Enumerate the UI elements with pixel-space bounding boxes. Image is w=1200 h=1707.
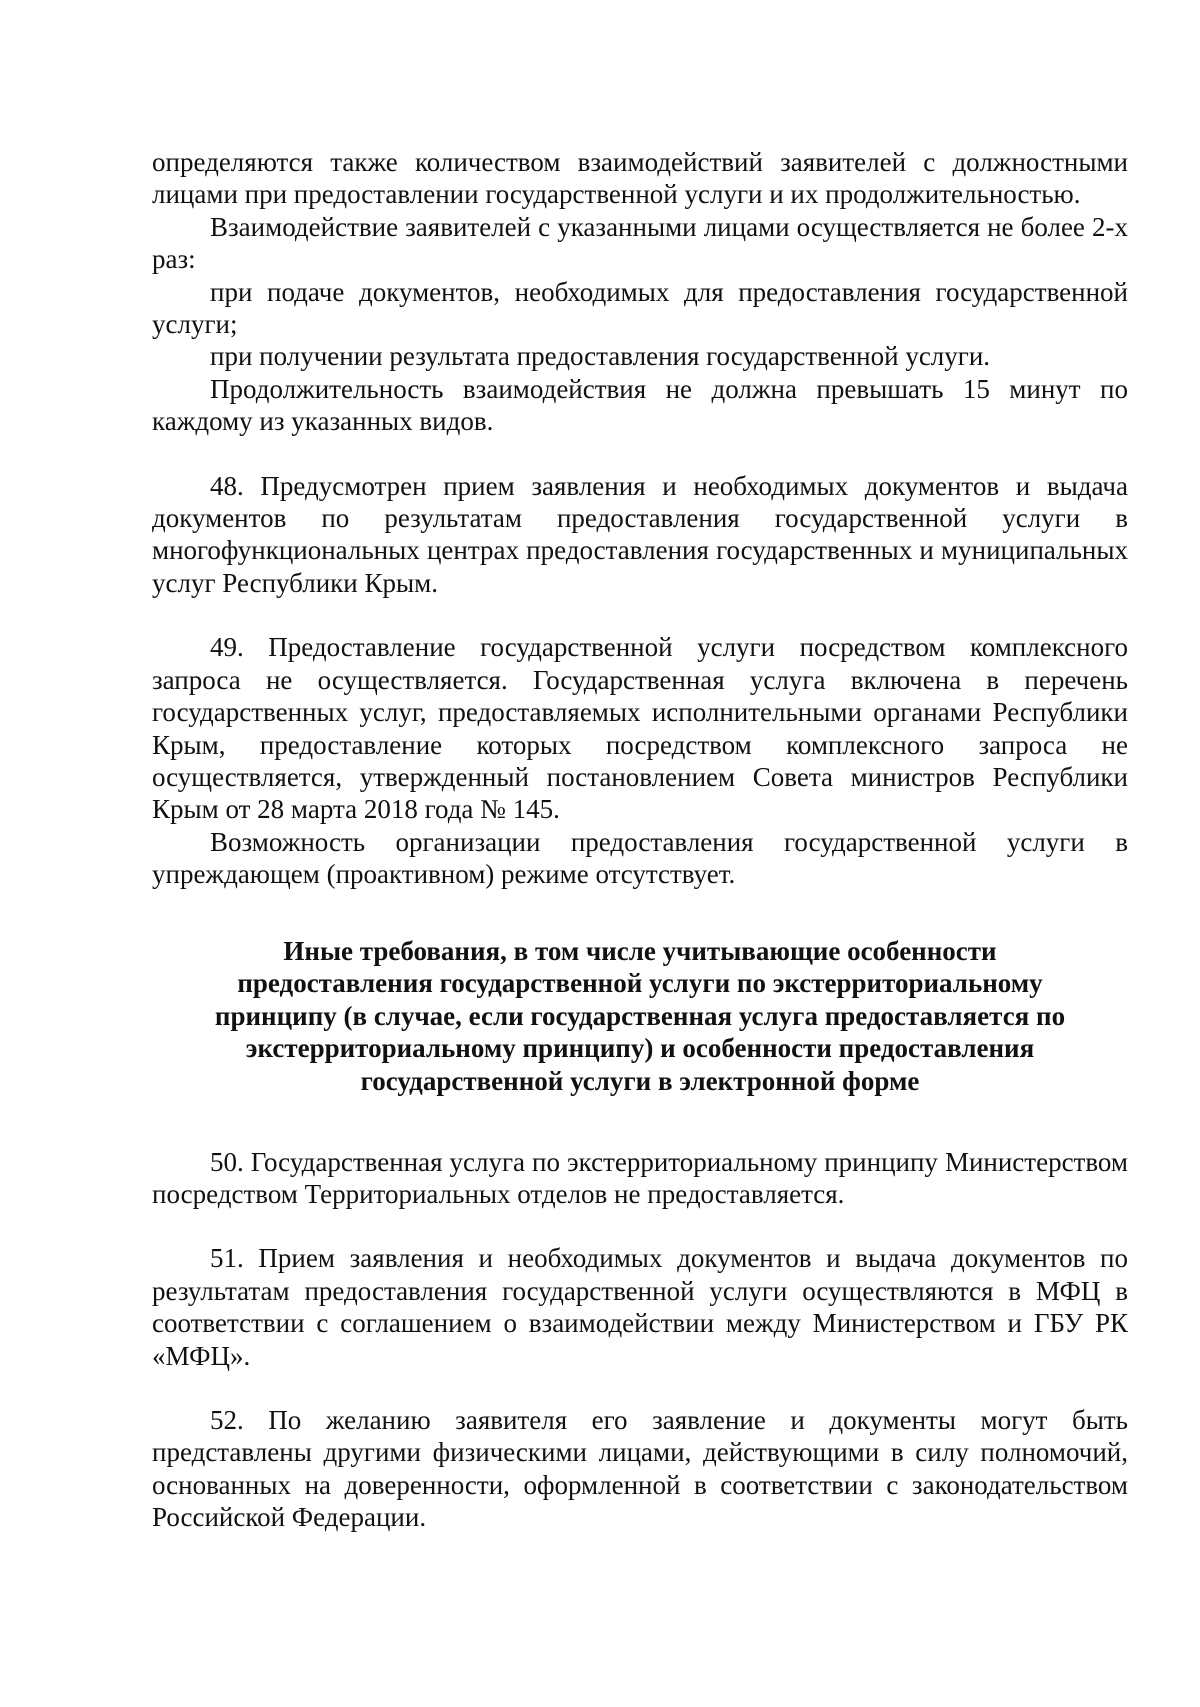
paragraph-50: 50. Государственная услуга по экстерриториальному принципу Министерством посредством Территориальных отделов не предоставляется. xyxy=(152,1146,1128,1209)
paragraph-48: 48. Предусмотрен прием заявления и необходимых документов и выдача документов по результатам предоставления государственной услуги в многофункциональных центрах предоставления государственных и муниципальных услуг Республики Крым. xyxy=(152,470,1128,598)
paragraph-49-proactive: Возможность организации предоставления государственной услуги в упреждающем (проактивном) режиме отсутствует. xyxy=(152,826,1128,890)
paragraph-49: 49. Предоставление государственной услуги посредством комплексного запроса не осуществляется. Государственная услуга включена в перечень государственных услуг, предоставляемых исполнительными органами Республики Крым, предоставление которых посредством комплексного запроса не осуществляется, утвержденный постановлением Совета министров Республики Крым от 28 марта 2018 года № 145. xyxy=(152,632,1128,825)
paragraph-52: 52. По желанию заявителя его заявление и документы могут быть представлены другими физическими лицами, действующими в силу полномочий, основанных на доверенности, оформленной в соответствии с законодательством Российской Федерации. xyxy=(152,1404,1128,1533)
paragraph-duration: Продолжительность взаимодействия не должна превышать 15 минут по каждому из указанных видов. xyxy=(152,373,1128,437)
paragraph-submission-case: при подаче документов, необходимых для предоставления государственной услуги; xyxy=(152,276,1128,340)
document-body xyxy=(152,146,1128,1534)
paragraph-continuation: определяются также количеством взаимодействий заявителей с должностными лицами при предоставлении государственной услуги и их продолжительностью. xyxy=(152,147,1128,210)
paragraph-result-case: при получении результата предоставления государственной услуги. xyxy=(210,341,991,372)
section-heading: Иные требования, в том числе учитывающие особенности предоставления государственной услуги по экстерриториальному принципу (в случае, если государственная услуга предоставляется по экстерриториальному принципу) и особенности предоставления государственной услуги в электронной форме xyxy=(214,935,1066,1096)
paragraph-interaction-count: Взаимодействие заявителей с указанными лицами осуществляется не более 2-х раз: xyxy=(152,211,1128,275)
paragraph-51: 51. Прием заявления и необходимых документов и выдача документов по результатам предоставления государственной услуги осуществляются в МФЦ в соответствии с соглашением о взаимодействии между Министерством и ГБУ РК «МФЦ». xyxy=(152,1243,1128,1371)
